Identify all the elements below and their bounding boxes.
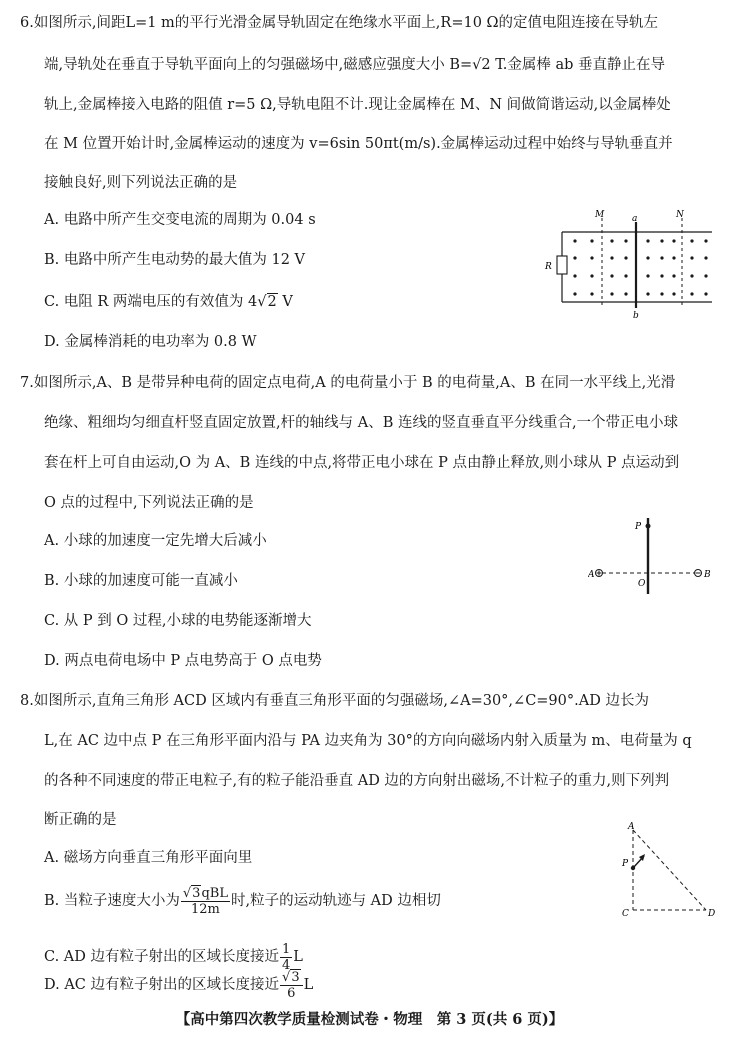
q6-option-c-radicand: 2 — [267, 294, 277, 310]
q8-figure-triangle — [614, 822, 724, 920]
q6-line-2: 端,导轨处在垂直于导轨平面向上的匀强磁场中,磁感应强度大小 B=√2 T.金属棒 ab 垂直静止在导 — [44, 57, 665, 73]
label-o: O — [638, 579, 646, 589]
q7-option-b: B. 小球的加速度可能一直减小 — [44, 573, 238, 589]
resistor-r — [557, 256, 567, 274]
triangle-acd — [633, 830, 706, 910]
q8-option-d-fraction — [280, 970, 303, 1001]
q6-option-d: D. 金属棒消耗的电功率为 0.8 W — [44, 334, 257, 350]
label-b: B — [704, 570, 711, 580]
q7-option-d: D. 两点电荷电场中 P 点电势高于 O 点电势 — [44, 653, 322, 669]
page-footer: 【高中第四次教学质量检测试卷・物理 第 3 页(共 6 页)】 — [175, 1011, 564, 1028]
point-p-ball — [646, 524, 651, 529]
q8-option-b-fraction — [181, 886, 230, 917]
c-numerator: 1 — [282, 941, 291, 957]
q8-option-d — [44, 968, 313, 1002]
q6-figure-rails — [540, 208, 720, 320]
magnetic-field-dots — [573, 239, 707, 295]
label-a: A — [588, 570, 595, 580]
q8-line-2: L,在 AC 边中点 P 在三角形平面内沿与 PA 边夹角为 30°的方向向磁场内射入质量为 m、电荷量为 q — [44, 733, 692, 749]
q8-line-3: 的各种不同速度的带正电粒子,有的粒子能沿垂直 AD 边的方向射出磁场,不计粒子的重力,则下列判 — [44, 773, 670, 789]
q8-option-d-text: D. AC 边有粒子射出的区域长度接近 — [44, 977, 280, 993]
q8-option-b-post: 时,粒子的运动轨迹与 AD 边相切 — [230, 893, 441, 909]
q6-option-c-unit: V — [277, 294, 293, 310]
q7-line-2: 绝缘、粗细均匀细直杆竖直固定放置,杆的轴线与 A、B 连线的竖直垂直平分线重合,一个带正电小球 — [44, 415, 679, 431]
q8-option-b-text: B. 当粒子速度大小为 — [44, 893, 180, 909]
q8-option-c-text: C. AD 边有粒子射出的区域长度接近 — [44, 949, 280, 965]
q6-line-5: 接触良好,则下列说法正确的是 — [44, 175, 238, 191]
q6-line-4: 在 M 位置开始计时,金属棒运动的速度为 v=6sin 50πt(m/s).金属棒运动过程中始终与导轨垂直并 — [44, 136, 673, 152]
sqrt-symbol: √ — [182, 885, 192, 901]
q8-option-d-post: L — [303, 977, 314, 993]
q6-option-c-text: C. 电阻 R 两端电压的有效值为 4 — [44, 294, 258, 310]
b-num-radicand: 3 — [192, 885, 201, 901]
q8-option-a: A. 磁场方向垂直三角形平面向里 — [44, 850, 253, 866]
label-m: M — [595, 210, 605, 220]
label-d: D — [708, 909, 716, 919]
sqrt-symbol: √ — [257, 294, 267, 310]
q6-option-c — [44, 292, 293, 312]
q6-line-1: 6.如图所示,间距L=1 m的平行光滑金属导轨固定在绝缘水平面上,R=10 Ω的定值电阻连接在导轨左 — [20, 15, 659, 31]
label-p: P — [622, 859, 629, 869]
label-r: R — [545, 262, 552, 272]
q7-option-a: A. 小球的加速度一定先增大后减小 — [44, 533, 267, 549]
q7-option-c: C. 从 P 到 O 过程,小球的电势能逐渐增大 — [44, 613, 312, 629]
q6-line-3: 轨上,金属棒接入电路的阻值 r=5 Ω,导轨电阻不计.现让金属棒在 M、N 间做简谐运动,以金属棒处 — [44, 97, 671, 113]
b-num-rest: qBL — [201, 885, 228, 901]
q7-figure-charges — [588, 512, 718, 598]
q8-line-4: 断正确的是 — [44, 812, 117, 828]
d-num-radicand: 3 — [291, 969, 300, 985]
q7-line-4: O 点的过程中,下列说法正确的是 — [44, 495, 254, 511]
label-n: N — [676, 210, 684, 220]
b-denominator: 12m — [190, 901, 220, 917]
d-denominator: 6 — [287, 985, 296, 1001]
q7-line-1: 7.如图所示,A、B 是带异种电荷的固定点电荷,A 的电荷量小于 B 的电荷量,A、B 在同一水平线上,光滑 — [20, 375, 676, 391]
q7-line-3: 套在杆上可自由运动,O 为 A、B 连线的中点,将带正电小球在 P 点由静止释放,则小球从 P 点运动到 — [44, 455, 680, 471]
q6-option-b: B. 电路中所产生电动势的最大值为 12 V — [44, 252, 306, 268]
sqrt-symbol: √ — [282, 969, 291, 985]
label-a: a — [632, 214, 638, 224]
q8-line-1: 8.如图所示,直角三角形 ACD 区域内有垂直三角形平面的匀强磁场,∠A=30°,∠C=90°.AD 边长为 — [20, 693, 649, 709]
label-b: b — [633, 311, 639, 320]
q8-option-c-post: L — [293, 949, 303, 965]
label-c: C — [622, 909, 629, 919]
label-p: P — [635, 522, 642, 532]
c-denominator: 4 — [282, 957, 291, 973]
q6-option-a: A. 电路中所产生交变电流的周期为 0.04 s — [44, 212, 316, 228]
label-a: A — [628, 822, 635, 832]
q8-option-b — [44, 884, 441, 918]
